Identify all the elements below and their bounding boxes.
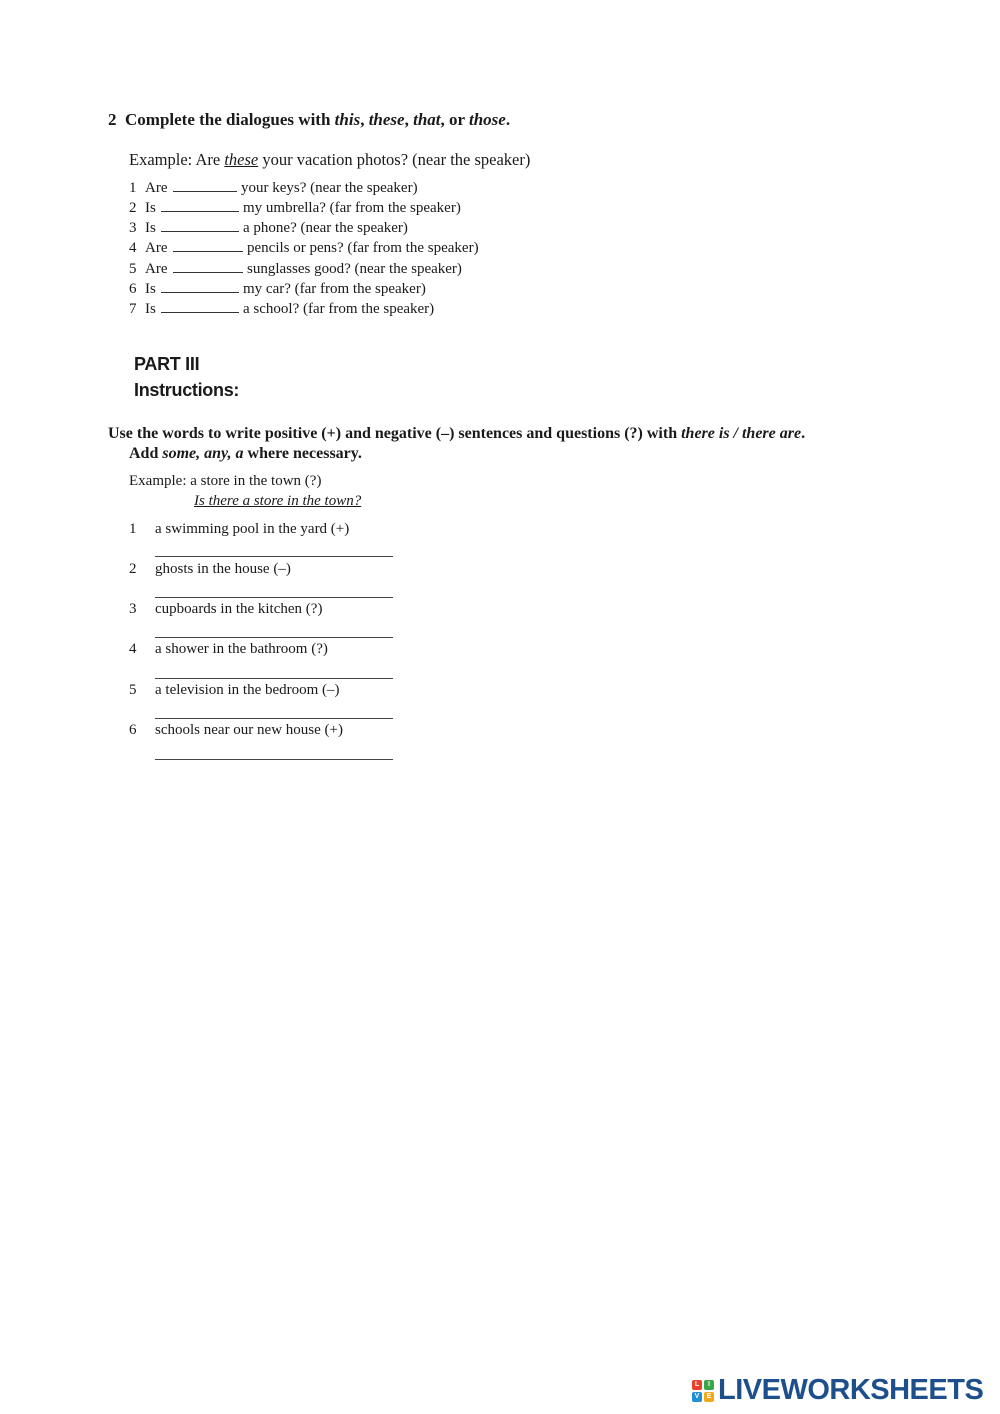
answer-line-4[interactable] (155, 678, 393, 679)
answer-line-2[interactable] (155, 597, 393, 598)
question-item-6: 6 schools near our new house (+) (129, 722, 343, 738)
example-answer: these (224, 150, 259, 169)
dialogue-item-6: 6 Is my car? (far from the speaker) (129, 281, 426, 297)
question-item-1: 1 a swimming pool in the yard (+) (129, 521, 350, 537)
logo-text: LIVEWORKSHEETS (718, 1374, 984, 1406)
question-item-2: 2 ghosts in the house (–) (129, 561, 291, 577)
answer-blank[interactable] (161, 199, 239, 212)
dialogue-item-4: 4 Are pencils or pens? (far from the speaker) (129, 240, 479, 256)
answer-line-1[interactable] (155, 556, 393, 557)
logo-letter-i: I (704, 1380, 714, 1390)
section-number: 2 (108, 110, 117, 129)
part-3-example-answer: Is there a store in the town? (194, 493, 362, 509)
part-heading: PART III (134, 354, 200, 374)
answer-blank[interactable] (161, 219, 239, 232)
logo-grid-icon (692, 1380, 714, 1402)
part-3-instruction-line-2: Add some, any, a where necessary. (129, 445, 362, 462)
answer-line-5[interactable] (155, 718, 393, 719)
part-3-example-prompt: Example: a store in the town (?) (129, 473, 322, 489)
dialogue-item-7: 7 Is a school? (far from the speaker) (129, 301, 435, 317)
question-item-4: 4 a shower in the bathroom (?) (129, 641, 328, 657)
answer-blank[interactable] (173, 179, 237, 192)
dialogue-item-1: 1 Are your keys? (near the speaker) (129, 180, 418, 196)
answer-blank[interactable] (173, 260, 243, 273)
logo-letter-e: E (704, 1392, 714, 1402)
section-2-example: Example: Are these your vacation photos? (near the speaker) (129, 150, 531, 169)
dialogue-item-3: 3 Is a phone? (near the speaker) (129, 220, 408, 236)
part-3-instruction-line-1: Use the words to write positive (+) and negative (–) sentences and questions (?) with there is / there are. (108, 425, 806, 442)
logo-letter-l: L (692, 1380, 702, 1390)
answer-line-3[interactable] (155, 637, 393, 638)
liveworksheets-logo (692, 1374, 983, 1407)
answer-blank[interactable] (161, 280, 239, 293)
instructions-heading: Instructions: (134, 380, 240, 400)
answer-blank[interactable] (161, 300, 239, 313)
dialogue-item-5: 5 Are sunglasses good? (near the speaker) (129, 261, 462, 277)
section-2-title: 2 Complete the dialogues with this, these, that, or those. (108, 110, 511, 129)
question-item-5: 5 a television in the bedroom (–) (129, 682, 340, 698)
dialogue-item-2: 2 Is my umbrella? (far from the speaker) (129, 200, 461, 216)
answer-line-6[interactable] (155, 759, 393, 760)
logo-letter-v: V (692, 1392, 702, 1402)
question-item-3: 3 cupboards in the kitchen (?) (129, 601, 323, 617)
answer-blank[interactable] (173, 239, 243, 252)
